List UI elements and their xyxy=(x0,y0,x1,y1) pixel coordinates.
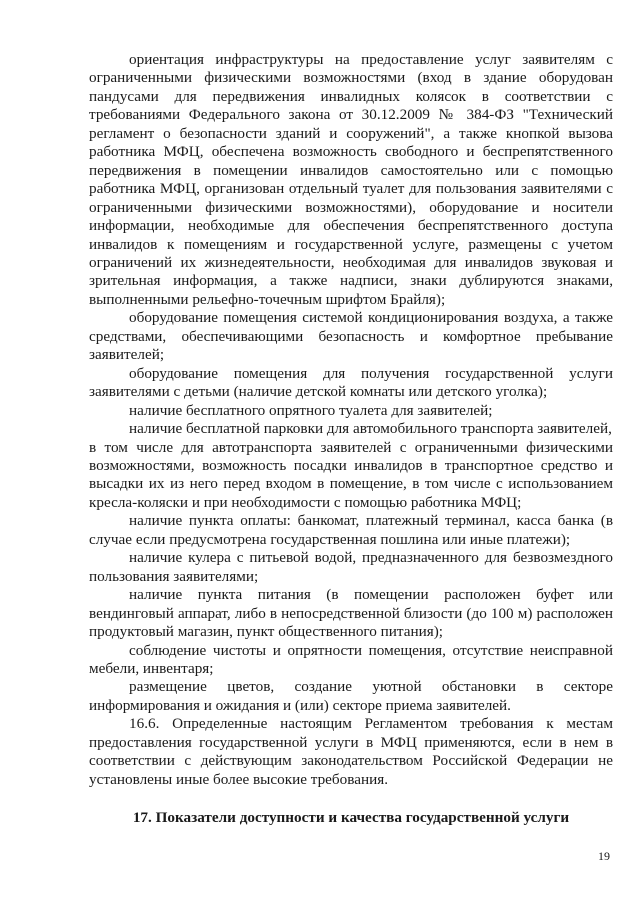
section-heading: 17. Показатели доступности и качества государственной услуги xyxy=(132,809,570,827)
paragraph-children-room: оборудование помещения для получения государственной услуги заявителями с детьми (наличие детской комнаты или детского уголка); xyxy=(89,364,613,401)
paragraph-16-6: 16.6. Определенные настоящим Регламентом требования к местам предоставления государственной услуги в МФЦ применяются, если в нем в соответствии с действующим законодательством Российской Федерации не установлены иные более высокие требования. xyxy=(89,715,613,788)
paragraph-infrastructure: ориентация инфраструктуры на предоставление услуг заявителям с ограниченными физическими возможностями (вход в здание оборудован пандусами для передвижения инвалидных колясок в соответствии с требованиями Федерального закона от 30.12.2009 № 384-ФЗ "Технический регламент о безопасности зданий и сооружений", а также кнопкой вызова работника МФЦ, обеспечена возможность свободного и беспрепятственного передвижения в помещении инвалидов самостоятельно или с помощью работника МФЦ, организован отдельный туалет для пользования заявителями с ограниченными физическими возможностями), оборудование и носители информации, необходимые для обеспечения беспрепятственного доступа инвалидов к помещениям и государственной услуге, размещены с учетом ограничений их жизнедеятельности, необходимая для инвалидов звуковая и зрительная информация, а также надписи, знаки дублируются знаками, выполненными рельефно-точечным шрифтом Брайля); xyxy=(89,51,613,308)
paragraph-air-conditioning: оборудование помещения системой кондиционирования воздуха, а также средствами, обеспечивающими безопасность и комфортное пребывание заявителей; xyxy=(89,309,613,364)
paragraph-parking-continuation: в том числе для автотранспорта заявителей с ограниченными физическими возможностями, возможность посадки инвалидов в транспортное средство и высадки их из него перед входом в помещение, в том числе с использованием кресла-коляски и при необходимости с помощью работника МФЦ; xyxy=(89,438,613,511)
document-page xyxy=(89,51,613,828)
paragraph-flowers: размещение цветов, создание уютной обстановки в секторе информирования и ожидания и (или) секторе приема заявителей. xyxy=(89,678,613,714)
paragraph-parking: наличие бесплатной парковки для автомобильного транспорта заявителей, xyxy=(129,420,612,438)
paragraph-toilet: наличие бесплатного опрятного туалета для заявителей; xyxy=(129,401,493,419)
paragraph-water-cooler: наличие кулера с питьевой водой, предназначенного для безвозмездного пользования заявителями; xyxy=(89,549,613,585)
paragraph-food-point: наличие пункта питания (в помещении расположен буфет или вендинговый аппарат, либо в непосредственной близости (до 100 м) расположен продуктовый магазин, пункт общественного питания); xyxy=(89,586,613,641)
paragraph-payment-point: наличие пункта оплаты: банкомат, платежный терминал, касса банка (в случае если предусмотрена государственная пошлина или иные платежи); xyxy=(89,512,613,548)
page-number: 19 xyxy=(598,849,610,863)
paragraph-cleanliness: соблюдение чистоты и опрятности помещения, отсутствие неисправной мебели, инвентаря; xyxy=(89,641,613,677)
